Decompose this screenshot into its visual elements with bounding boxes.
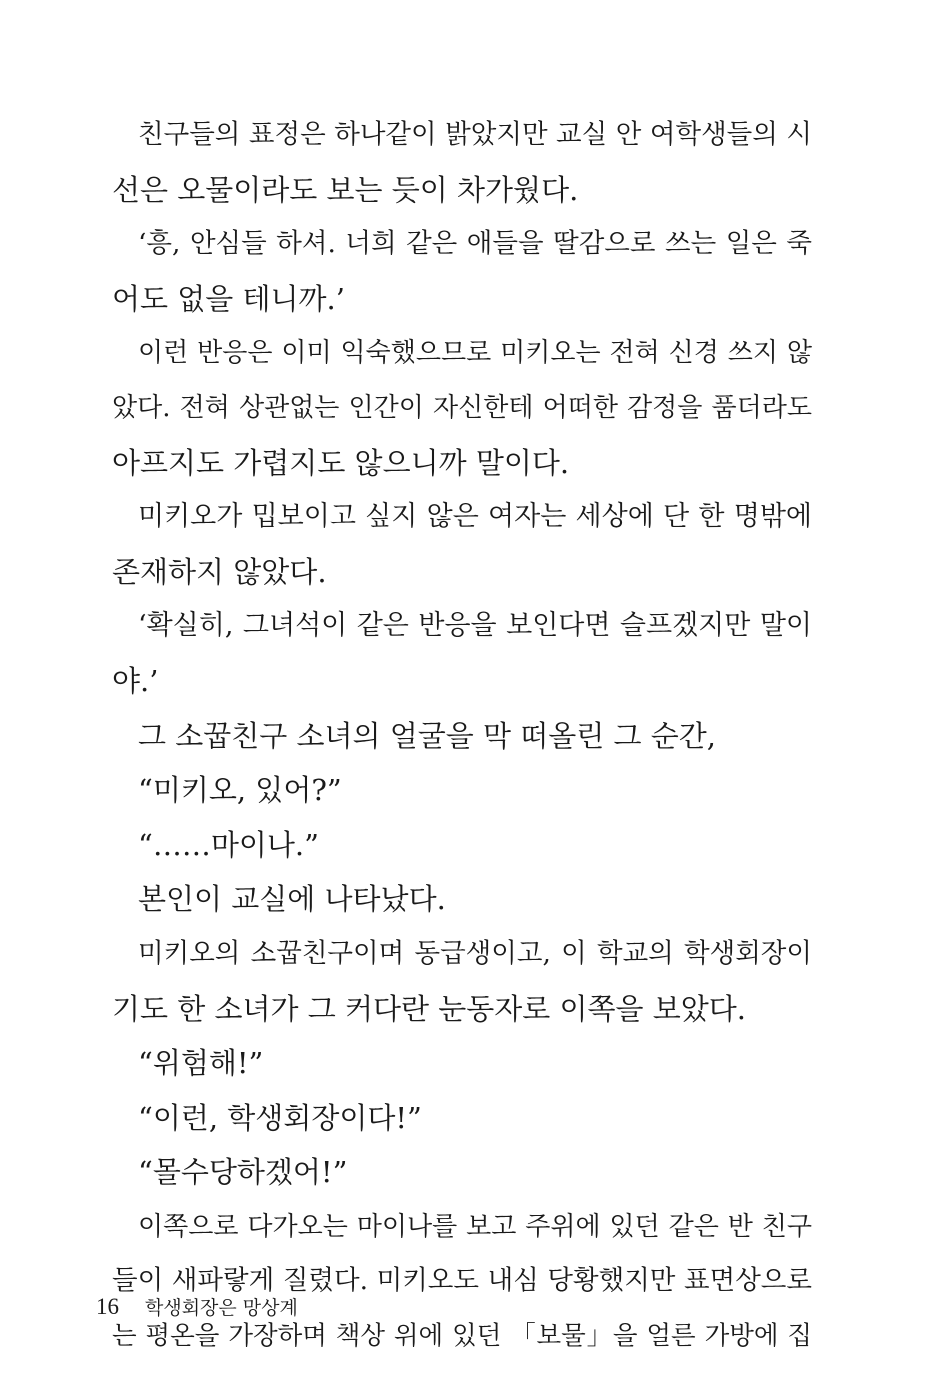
text-line: ‘확실히, 그녀석이 같은 반응을 보인다면 슬프겠지만 말이 <box>138 610 812 642</box>
text-line: 이런 반응은 이미 익숙했으므로 미키오는 전혀 신경 쓰지 않 <box>138 338 812 369</box>
text-line: “이런, 학생회장이다!” <box>138 1100 422 1135</box>
page-number: 16 <box>96 1294 119 1319</box>
text-line: ‘흥, 안심들 하셔. 너희 같은 애들을 딸감으로 쓰는 일은 죽 <box>138 228 812 260</box>
text-line: 미키오의 소꿉친구이며 동급생이고, 이 학교의 학생회장이 <box>138 937 812 969</box>
text-line: 았다. 전혀 상관없는 인간이 자신한테 어떠한 감정을 품더라도 <box>112 392 812 423</box>
text-line: 그 소꿉친구 소녀의 얼굴을 막 떠올린 그 순간, <box>138 718 716 753</box>
text-line: “미키오, 있어?” <box>138 773 342 808</box>
text-line: 선은 오물이라도 보는 듯이 차가웠다. <box>112 172 579 207</box>
text-line: 기도 한 소녀가 그 커다란 눈동자로 이쪽을 보았다. <box>112 991 747 1026</box>
text-line: 는 평온을 가장하며 책상 위에 있던 「보물」을 얼른 가방에 집 <box>112 1321 812 1352</box>
text-line: 이쪽으로 다가오는 마이나를 보고 주위에 있던 같은 반 친구 <box>138 1211 812 1242</box>
text-line: 친구들의 표정은 하나같이 밝았지만 교실 안 여학생들의 시 <box>138 119 812 150</box>
text-line: 본인이 교실에 나타났다. <box>138 882 446 917</box>
text-line: 야.’ <box>112 663 159 698</box>
text-line: “……마이나.” <box>138 827 319 862</box>
body-text <box>112 108 812 1364</box>
page-footer <box>96 1292 298 1323</box>
text-line: 아프지도 가렵지도 않으니까 말이다. <box>112 445 570 480</box>
text-line: 존재하지 않았다. <box>112 554 327 589</box>
text-line: “몰수당하겠어!” <box>138 1155 348 1190</box>
text-line: 미키오가 밉보이고 싶지 않은 여자는 세상에 단 한 명밖에 <box>138 501 812 533</box>
text-line: 들이 새파랗게 질렸다. 미키오도 내심 당황했지만 표면상으로 <box>112 1265 812 1297</box>
text-line: 어도 없을 테니까.’ <box>112 281 345 316</box>
text-line: “위험해!” <box>138 1046 264 1081</box>
running-title: 학생회장은 망상계 <box>145 1297 298 1319</box>
